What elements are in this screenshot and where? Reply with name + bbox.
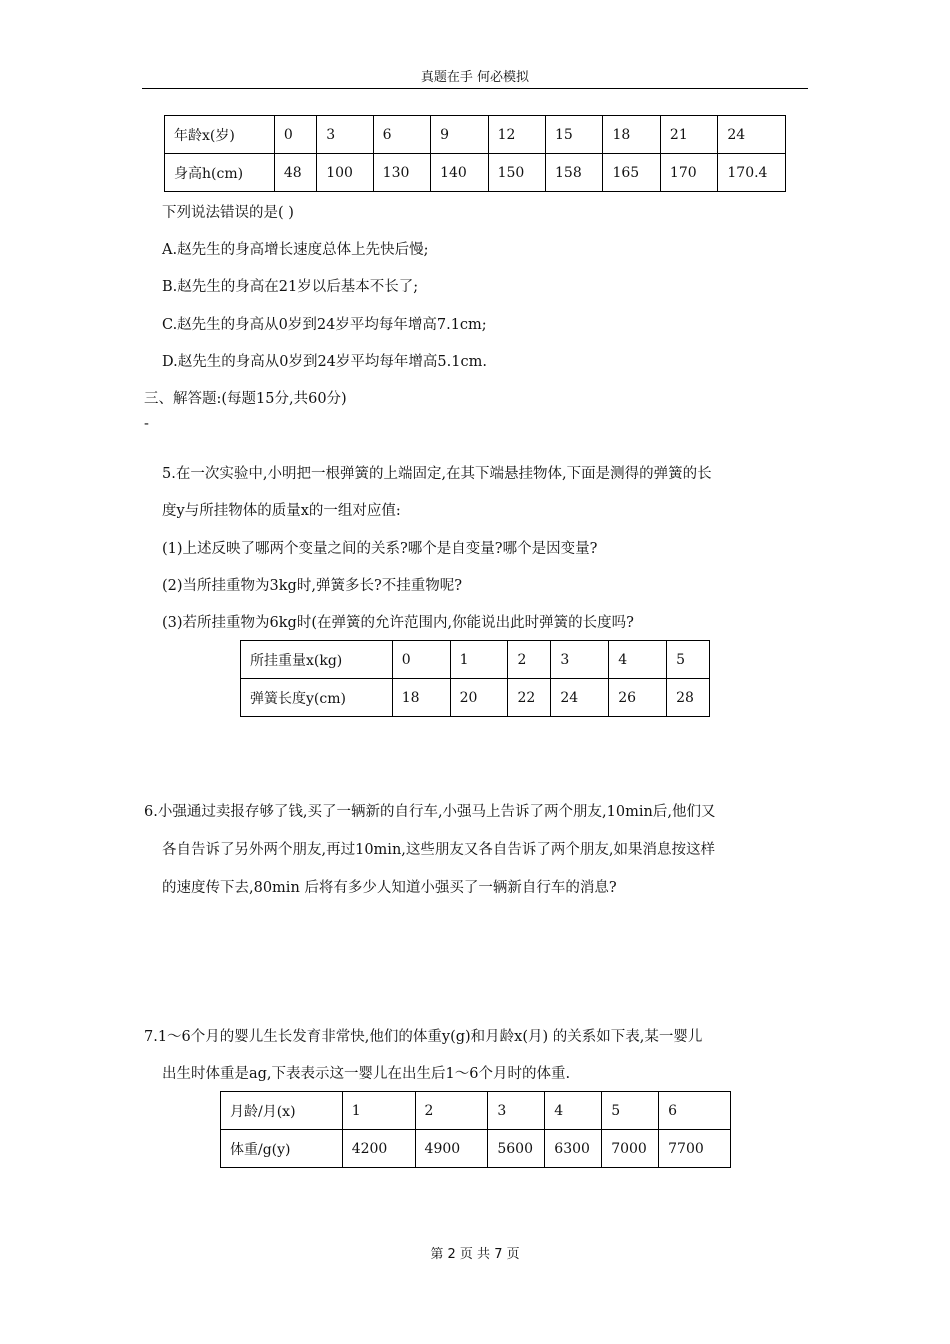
table-cell: 170 (660, 154, 717, 192)
table-cell: 2 (508, 641, 551, 679)
table-cell: 26 (609, 679, 667, 717)
table-cell: 6 (659, 1092, 731, 1130)
table-cell: 3 (551, 641, 609, 679)
table-row (221, 1130, 731, 1168)
table-cell: 15 (546, 116, 603, 154)
page-number: 第 2 页 共 7 页 (430, 1247, 520, 1262)
table-cell: 1 (342, 1092, 415, 1130)
table-cell: 22 (508, 679, 551, 717)
question-6-line-2: 各自告诉了另外两个朋友,再过10min,这些朋友又各自告诉了两个朋友,如果消息按这样 (162, 842, 716, 858)
table-cell: 5 (667, 641, 710, 679)
table-cell: 月龄/月(x) (221, 1092, 343, 1130)
table-cell: 体重/g(y) (221, 1130, 343, 1168)
question-7-line-2: 出生时体重是ag,下表表示这一婴儿在出生后1～6个月时的体重. (162, 1066, 571, 1082)
table-row (165, 116, 786, 154)
table-cell: 弹簧长度y(cm) (241, 679, 393, 717)
table-cell: 0 (392, 641, 450, 679)
table-cell: 6300 (545, 1130, 602, 1168)
table-cell: 身高h(cm) (165, 154, 275, 192)
question-stem: 下列说法错误的是( ) (162, 205, 294, 221)
question-5-part-2: (2)当所挂重物为3kg时,弹簧多长?不挂重物呢? (162, 578, 462, 594)
spring-table (240, 640, 710, 717)
table-cell: 12 (488, 116, 545, 154)
table-cell: 2 (415, 1092, 488, 1130)
table-cell: 150 (488, 154, 545, 192)
table-cell: 1 (450, 641, 508, 679)
table-cell: 158 (546, 154, 603, 192)
question-5-part-3: (3)若所挂重物为6kg时(在弹簧的允许范围内,你能说出此时弹簧的长度吗? (162, 615, 634, 631)
table-cell: 28 (667, 679, 710, 717)
table-cell: 5600 (488, 1130, 545, 1168)
height-table (164, 115, 786, 192)
table-cell: 所挂重量x(kg) (241, 641, 393, 679)
question-5-line-1: 5.在一次实验中,小明把一根弹簧的上端固定,在其下端悬挂物体,下面是测得的弹簧的长 (162, 466, 712, 482)
question-6-line-3: 的速度传下去,80min 后将有多少人知道小强买了一辆新自行车的消息? (162, 880, 617, 896)
table-cell: 3 (488, 1092, 545, 1130)
question-5-line-2: 度y与所挂物体的质量x的一组对应值: (162, 503, 401, 519)
table-cell: 24 (551, 679, 609, 717)
section-dash: - (144, 416, 149, 432)
table-cell: 9 (431, 116, 488, 154)
table-cell: 24 (718, 116, 786, 154)
option-a: A.赵先生的身高增长速度总体上先快后慢; (162, 242, 429, 258)
table-cell: 4200 (342, 1130, 415, 1168)
table-row (221, 1092, 731, 1130)
table-cell: 140 (431, 154, 488, 192)
table-cell: 18 (392, 679, 450, 717)
infant-weight-table (220, 1091, 731, 1168)
table-cell: 4900 (415, 1130, 488, 1168)
option-c: C.赵先生的身高从0岁到24岁平均每年增高7.1cm; (162, 317, 487, 333)
question-7-line-1: 7.1～6个月的婴儿生长发育非常快,他们的体重y(g)和月龄x(月) 的关系如下表,某一婴儿 (144, 1029, 703, 1045)
table-cell: 年龄x(岁) (165, 116, 275, 154)
table-cell: 7000 (602, 1130, 659, 1168)
table-cell: 20 (450, 679, 508, 717)
table-cell: 6 (373, 116, 430, 154)
table-row (165, 154, 786, 192)
option-b: B.赵先生的身高在21岁以后基本不长了; (162, 279, 419, 295)
question-6-line-1: 6.小强通过卖报存够了钱,买了一辆新的自行车,小强马上告诉了两个朋友,10min后,他们又 (144, 804, 716, 820)
table-cell: 3 (317, 116, 373, 154)
header-divider (142, 88, 808, 89)
table-cell: 18 (603, 116, 660, 154)
table-cell: 4 (609, 641, 667, 679)
table-cell: 170.4 (718, 154, 786, 192)
table-cell: 0 (274, 116, 316, 154)
table-row (241, 679, 710, 717)
table-cell: 130 (373, 154, 430, 192)
section-title: 三、解答题:(每题15分,共60分) (144, 391, 347, 407)
option-d: D.赵先生的身高从0岁到24岁平均每年增高5.1cm. (162, 354, 487, 370)
table-cell: 165 (603, 154, 660, 192)
table-cell: 48 (274, 154, 316, 192)
table-cell: 7700 (659, 1130, 731, 1168)
page-header: 真题在手 何必模拟 (420, 70, 530, 85)
table-cell: 4 (545, 1092, 602, 1130)
table-row (241, 641, 710, 679)
question-5-part-1: (1)上述反映了哪两个变量之间的关系?哪个是自变量?哪个是因变量? (162, 541, 598, 557)
table-cell: 100 (317, 154, 373, 192)
table-cell: 21 (660, 116, 717, 154)
table-cell: 5 (602, 1092, 659, 1130)
